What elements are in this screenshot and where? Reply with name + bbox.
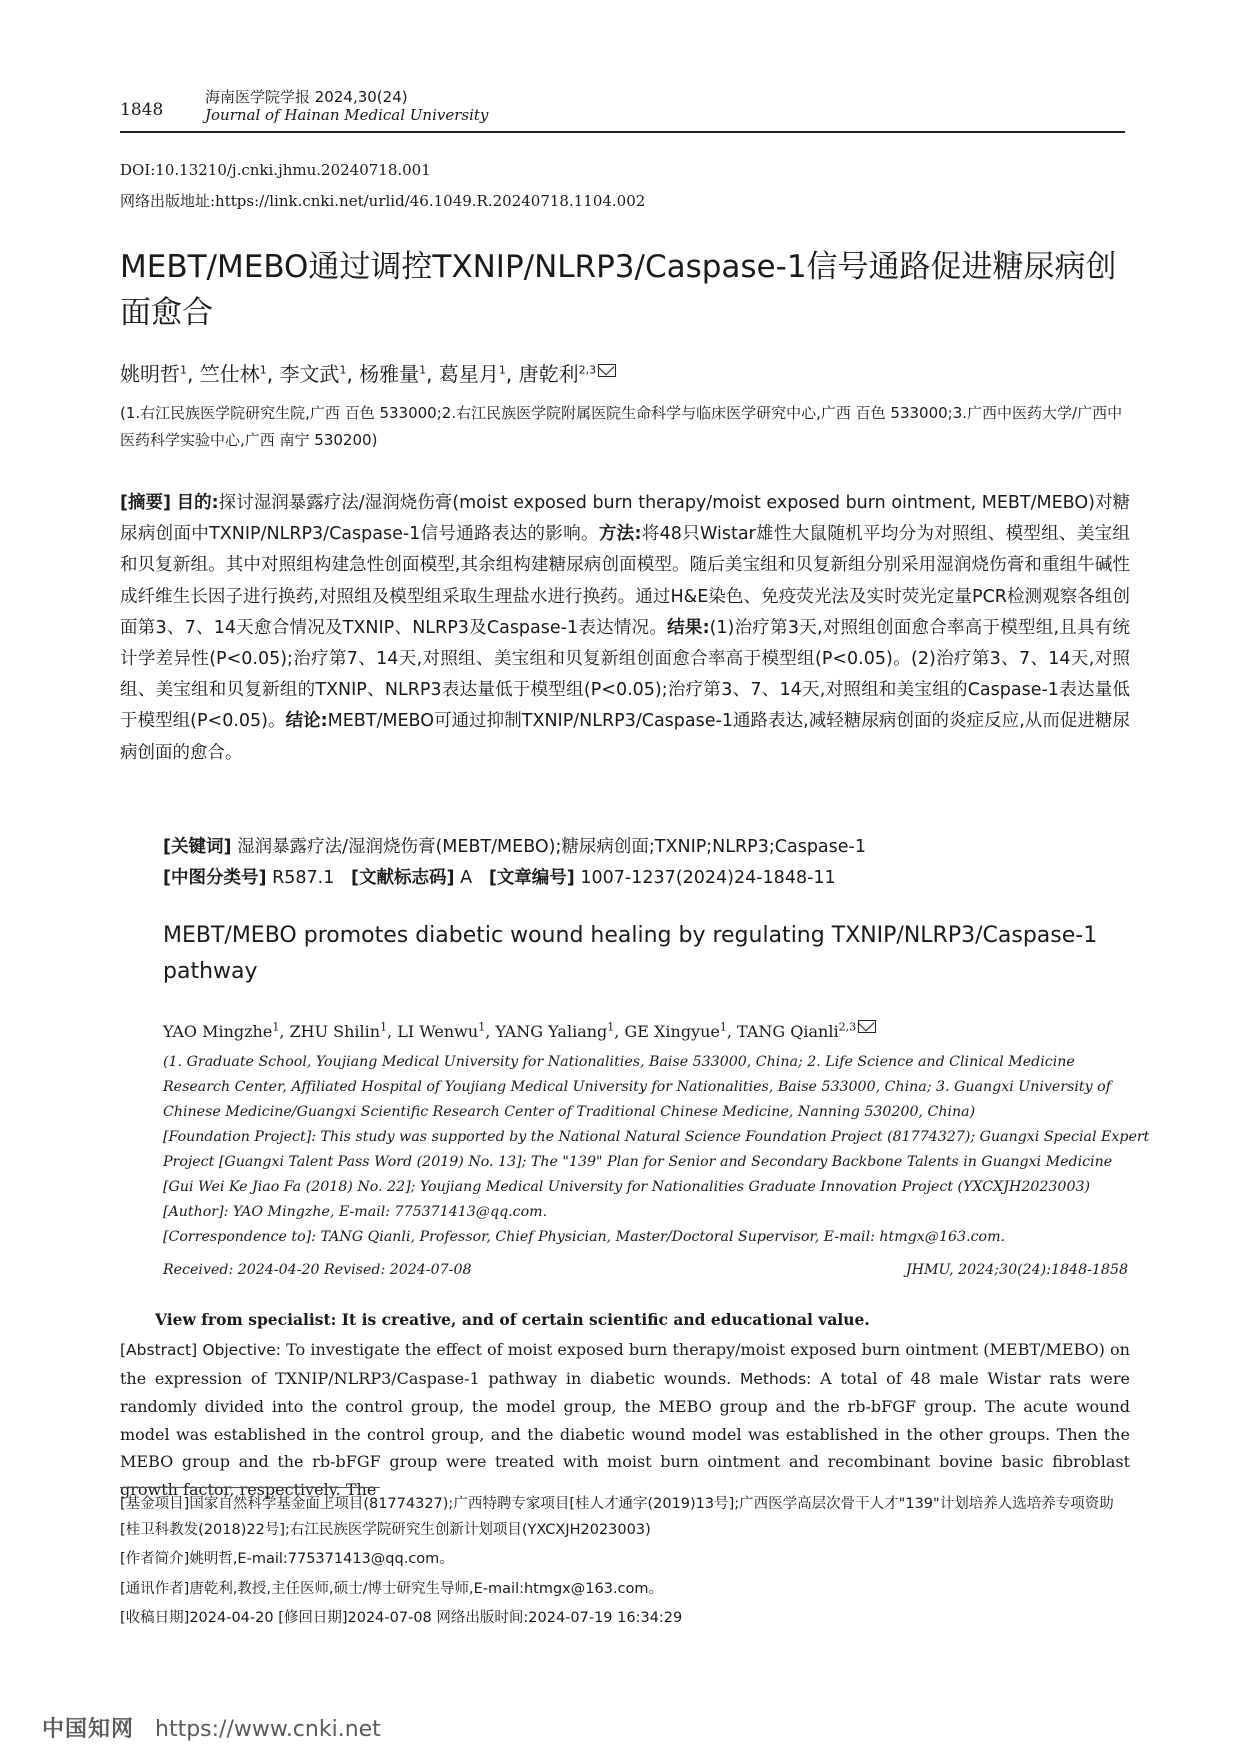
methods-en-text: A total of 48 male Wistar rats were randomly divided into the control group, the model group, the MEBO group and the rb-bFGF group. The acute wound model was established in the control group, and the diabetic wound model was established in the other groups. Then the MEBO group and the rb-bFGF group were treated with moist burn ointment and recombinant bovine basic fibroblast growth factor, respectively. The bbox=[120, 1368, 1130, 1499]
article-title-cn: MEBT/MEBO通过调控TXNIP/NLRP3/Caspase-1信号通路促进糖尿病创面愈合 bbox=[120, 249, 1117, 331]
footnote-dates: [收稿日期]2024-04-20 [修回日期]2024-07-08 网络出版时间:2024-07-19 16:34:29 bbox=[120, 1610, 683, 1626]
author-affil-sup: 1 bbox=[419, 363, 427, 377]
abstract-cn bbox=[120, 488, 1130, 769]
methods-label: 方法: bbox=[598, 524, 642, 545]
author-affil-sup: 1 bbox=[380, 1020, 388, 1034]
objective-label: 目的: bbox=[176, 493, 219, 513]
en-info-line: [Gui Wei Ke Jiao Fa (2018) No. 22]; Youjiang Medical University for Nationalities Graduate Innovation Project (YXCXJH2023003) bbox=[163, 1179, 1091, 1195]
mail-icon[interactable] bbox=[598, 364, 616, 377]
author-cn: 竺仕林 bbox=[199, 362, 260, 386]
en-info-line: (1. Graduate School, Youjiang Medical University for Nationalities, Baise 533000, China; 2. Life Science and Clinical Medicine bbox=[163, 1054, 1075, 1070]
cnki-url[interactable]: https://www.cnki.net bbox=[155, 1717, 381, 1742]
en-info-line: Research Center, Affiliated Hospital of Youjiang Medical University for Nationalities, Baise 533000, China; 3. Guangxi University of bbox=[163, 1079, 1111, 1095]
author-en: GE Xingyue bbox=[624, 1022, 720, 1041]
citation: JHMU, 2024;30(24):1848-1858 bbox=[905, 1262, 1128, 1278]
author-en: YAO Mingzhe bbox=[163, 1022, 273, 1041]
doi[interactable]: DOI:10.13210/j.cnki.jhmu.20240718.001 bbox=[120, 161, 431, 179]
doc-code-label: [文献标志码] bbox=[351, 868, 455, 888]
journal-name-cn: 海南医学院学报 2024,30(24) bbox=[205, 88, 408, 106]
results-label: 结果: bbox=[667, 617, 710, 638]
methods-text: 将48只Wistar雄性大鼠随机平均分为对照组、模型组、美宝组和贝复新组。其中对照组构建急性创面模型,其余组构建糖尿病创面模型。随后美宝组和贝复新组分别采用湿润烧伤膏和重组牛碱性成纤维生长因子进行换药,对照组及模型组采取生理盐水进行换药。通过H&E染色、免疫荧光法及实时荧光定量PCR检测观察各组创面第3、7、14天愈合情况及TXNIP、NLRP3及Caspase-1表达情况。 bbox=[120, 524, 1131, 638]
author-en: ZHU Shilin bbox=[289, 1022, 381, 1041]
en-affiliations-and-notes bbox=[163, 1050, 1150, 1250]
en-info-line: [Foundation Project]: This study was supported by the National Natural Science Foundation Project (81774327); Guangxi Special Expert bbox=[163, 1129, 1150, 1145]
clc-label: [中图分类号] bbox=[163, 868, 267, 888]
journal-name-en: Journal of Hainan Medical University bbox=[205, 106, 489, 124]
abstract-label: [摘要] bbox=[120, 493, 172, 513]
author-affil-sup: 1 bbox=[259, 363, 267, 377]
author-cn: 杨雅量 bbox=[359, 362, 420, 386]
author-list-cn: 姚明哲$^1$, 竺仕林$^1$, 李文武$^1$, 杨雅量$^1$, 葛星月$^1$, 唐乾利$^{2,3}$ bbox=[120, 358, 616, 387]
footnote-author: [作者简介]姚明哲,E-mail:775371413@qq.com。 bbox=[120, 1551, 454, 1567]
conclusion-text: MEBT/MEBO可通过抑制TXNIP/NLRP3/Caspase-1通路表达,减轻糖尿病创面的炎症反应,从而促进糖尿病创面的愈合。 bbox=[120, 711, 1131, 763]
keywords-text: 湿润暴露疗法/湿润烧伤膏(MEBT/MEBO);糖尿病创面;TXNIP;NLRP3;Caspase-1 bbox=[237, 837, 866, 857]
author-affil-sup: 1 bbox=[607, 1020, 615, 1034]
objective-text: 探讨湿润暴露疗法/湿润烧伤膏(moist exposed burn therapy/moist exposed burn ointment, MEBT/MEBO)对糖尿病创面中TXNIP/NLRP3/Caspase-1信号通路表达的影响。 bbox=[120, 493, 1130, 545]
keywords-block bbox=[163, 832, 1133, 894]
results-text: (1)治疗第3天,对照组创面愈合率高于模型组,且具有统计学差异性(P<0.05);治疗第7、14天,对照组、美宝组和贝复新组创面愈合率高于模型组(P<0.05)。(2)治疗第3、7、14天,对照组、美宝组和贝复新组的TXNIP、NLRP3表达量低于模型组(P<0.05);治疗第3、7、14天,对照组和美宝组的Caspase-1表达量低于模型组(P<0.05)。 bbox=[120, 617, 1131, 732]
author-cn: 葛星月 bbox=[438, 362, 499, 386]
author-affil-sup: 1 bbox=[339, 363, 347, 377]
footnote-correspondence: [通讯作者]唐乾利,教授,主任医师,硕士/博士研究生导师,E-mail:htmgx@163.com。 bbox=[120, 1580, 664, 1597]
abstract-en bbox=[120, 1336, 1130, 1503]
cnki-logo: 中国知网 bbox=[42, 1717, 135, 1742]
header-divider bbox=[120, 131, 1125, 133]
received-dates: Received: 2024-04-20 Revised: 2024-07-08 bbox=[163, 1262, 472, 1278]
article-number-label: [文章编号] bbox=[488, 868, 575, 888]
author-affil-sup: 1 bbox=[478, 1020, 486, 1034]
objective-en-text: To investigate the effect of moist exposed burn therapy/moist exposed burn ointment (MEBT/MEBO) on the expression of TXNIP/NLRP3/Caspase-1 pathway in diabetic wounds. bbox=[120, 1340, 1130, 1388]
online-url[interactable]: 网络出版地址:https://link.cnki.net/urlid/46.1049.R.20240718.1104.002 bbox=[120, 192, 646, 210]
author-affil-sup: 2,3 bbox=[578, 363, 597, 377]
en-info-line: Chinese Medicine/Guangxi Scientific Research Center of Traditional Chinese Medicine, Nanning 530200, China) bbox=[163, 1104, 976, 1120]
objective-en-label: Objective: bbox=[202, 1341, 282, 1359]
article-number-value: 1007-1237(2024)24-1848-11 bbox=[580, 868, 836, 888]
author-affil-sup: 1 bbox=[719, 1020, 727, 1034]
specialist-view: View from specialist: It is creative, and of certain scientific and educational value. bbox=[155, 1310, 870, 1329]
author-en: TANG Qianli bbox=[737, 1022, 839, 1041]
author-affil-sup: 2,3 bbox=[838, 1020, 857, 1034]
abstract-en-label: [Abstract] bbox=[120, 1341, 198, 1359]
author-affil-sup: 1 bbox=[272, 1020, 280, 1034]
clc-value: R587.1 bbox=[272, 868, 335, 888]
author-affil-sup: 1 bbox=[498, 363, 506, 377]
conclusion-label: 结论: bbox=[285, 711, 328, 732]
author-cn: 唐乾利 bbox=[518, 362, 579, 386]
author-affil-sup: 1 bbox=[180, 363, 187, 377]
methods-en-label: Methods: bbox=[739, 1369, 812, 1388]
author-en: YANG Yaliang bbox=[495, 1022, 608, 1041]
mail-icon[interactable] bbox=[858, 1020, 876, 1033]
author-en: LI Wenwu bbox=[397, 1022, 479, 1041]
footnotes bbox=[120, 1492, 1130, 1632]
affiliations-cn: (1.右江民族医学院研究生院,广西 百色 533000;2.右江民族医学院附属医院生命科学与临床医学研究中心,广西 百色 533000;3.广西中医药大学/广西中医药科学实验中心,广西 南宁 530200) bbox=[120, 404, 1123, 449]
article-title-en: MEBT/MEBO promotes diabetic wound healing by regulating TXNIP/NLRP3/Caspase-1 pathway bbox=[163, 923, 1098, 984]
cnki-watermark bbox=[42, 1712, 381, 1743]
en-info-line: [Correspondence to]: TANG Qianli, Professor, Chief Physician, Master/Doctoral Supervisor, E-mail: htmgx@163.com. bbox=[163, 1229, 1006, 1245]
keywords-label: [关键词] bbox=[163, 837, 232, 857]
author-cn: 李文武 bbox=[279, 362, 340, 386]
en-info-line: [Author]: YAO Mingzhe, E-mail: 775371413@qq.com. bbox=[163, 1204, 548, 1220]
author-list-en: YAO Mingzhe$^1$, ZHU Shilin$^1$, LI Wenwu$^1$, YANG Yaliang$^1$, GE Xingyue$^1$, TANG Qianli$^{2,3}$ bbox=[163, 1020, 876, 1041]
page-number: 1848 bbox=[120, 100, 164, 120]
footnote-divider bbox=[120, 1487, 380, 1488]
keywords-line bbox=[163, 832, 1133, 863]
doc-code-value: A bbox=[460, 868, 473, 888]
en-info-line: Project [Guangxi Talent Pass Word (2019) No. 13]; The "139" Plan for Senior and Secondary Backbone Talents in Guangxi Medicine bbox=[163, 1154, 1113, 1170]
classification-line bbox=[163, 863, 1133, 894]
footnote-funding: [基金项目]国家自然科学基金面上项目(81774327);广西特聘专家项目[桂人才通字(2019)13号];广西医学高层次骨干人才"139"计划培养人选培养专项资助[桂卫科教发(2018)22号];右江民族医学院研究生创新计划项目(YXCXJH2023003) bbox=[120, 1496, 1114, 1538]
author-cn: 姚明哲 bbox=[120, 362, 180, 386]
